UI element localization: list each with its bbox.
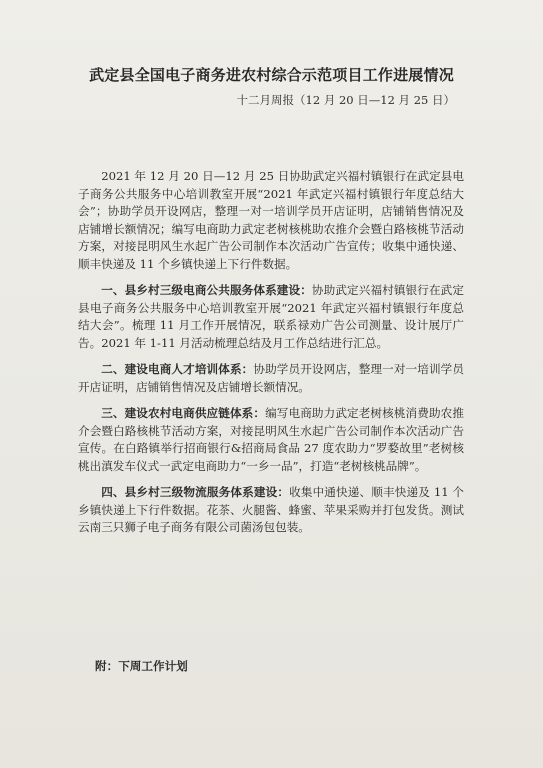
- section-paragraph: [78, 484, 464, 537]
- section-text: 收集中通快递、顺丰快递及 11 个乡镇快递上下行件数据。花茶、火腿酱、蜂蜜、苹果采购并打包发货。测试云南三只狮子电子商务有限公司菌汤包包装。: [78, 485, 464, 534]
- document-title: 武定县全国电子商务进农村综合示范项目工作进展情况: [89, 66, 454, 84]
- section-heading: 三、建设农村电商供应链体系：: [101, 406, 266, 420]
- document-subtitle: 十二月周报（12 月 20 日—12 月 25 日）: [236, 93, 455, 107]
- section-heading: 四、县乡村三级物流服务体系建设：: [101, 485, 290, 499]
- intro-paragraph: 2021 年 12 月 20 日—12 月 25 日协助武定兴福村镇银行在武定县电子商务公共服务中心培训教室开展“2021 年武定兴福村镇银行年度总结大会”；协助学员开设网店，整理一对一培训学员开店证明，店铺销售情况及店铺增长额情况；编写电商助力武定老树核桃助农推介会暨白路核桃节活动方案，对接昆明风生水起广告公司制作本次活动广告宣传；收集中通快递、顺丰快递及 11 个乡镇快递上下行件数据。: [78, 169, 464, 271]
- attachment-note: 附：下周工作计划: [95, 659, 188, 673]
- section-heading: 一、县乡村三级电商公共服务体系建设：: [101, 283, 312, 297]
- section-text: 协助武定兴福村镇银行在武定县电子商务公共服务中心培训教室开展“2021 年武定兴福村镇银行年度总结大会”。梳理 11 月工作开展情况，联系禄劝广告公司测量、设计展厅广告。2021 年 1-11 月活动梳理总结及月工作总结进行汇总。: [78, 283, 464, 350]
- section-paragraph: [78, 405, 464, 475]
- section-text: 编写电商助力武定老树核桃消费助农推介会暨白路核桃节活动方案，对接昆明风生水起广告公司制作本次活动广告宣传。在白路镇举行招商银行&招商局食品 27 度农助力“罗婺故里”老树核桃出滇发车仪式一武定电商助力“一乡一品”，打造“老树核桃品牌”。: [78, 406, 464, 473]
- document-body: [78, 168, 464, 546]
- section-paragraph: [78, 282, 464, 352]
- section-heading: 二、建设电商人才培训体系：: [101, 362, 254, 376]
- section-paragraph: [78, 361, 464, 396]
- section-text: 协助学员开设网店，整理一对一培训学员开店证明，店铺销售情况及店铺增长额情况。: [78, 362, 464, 394]
